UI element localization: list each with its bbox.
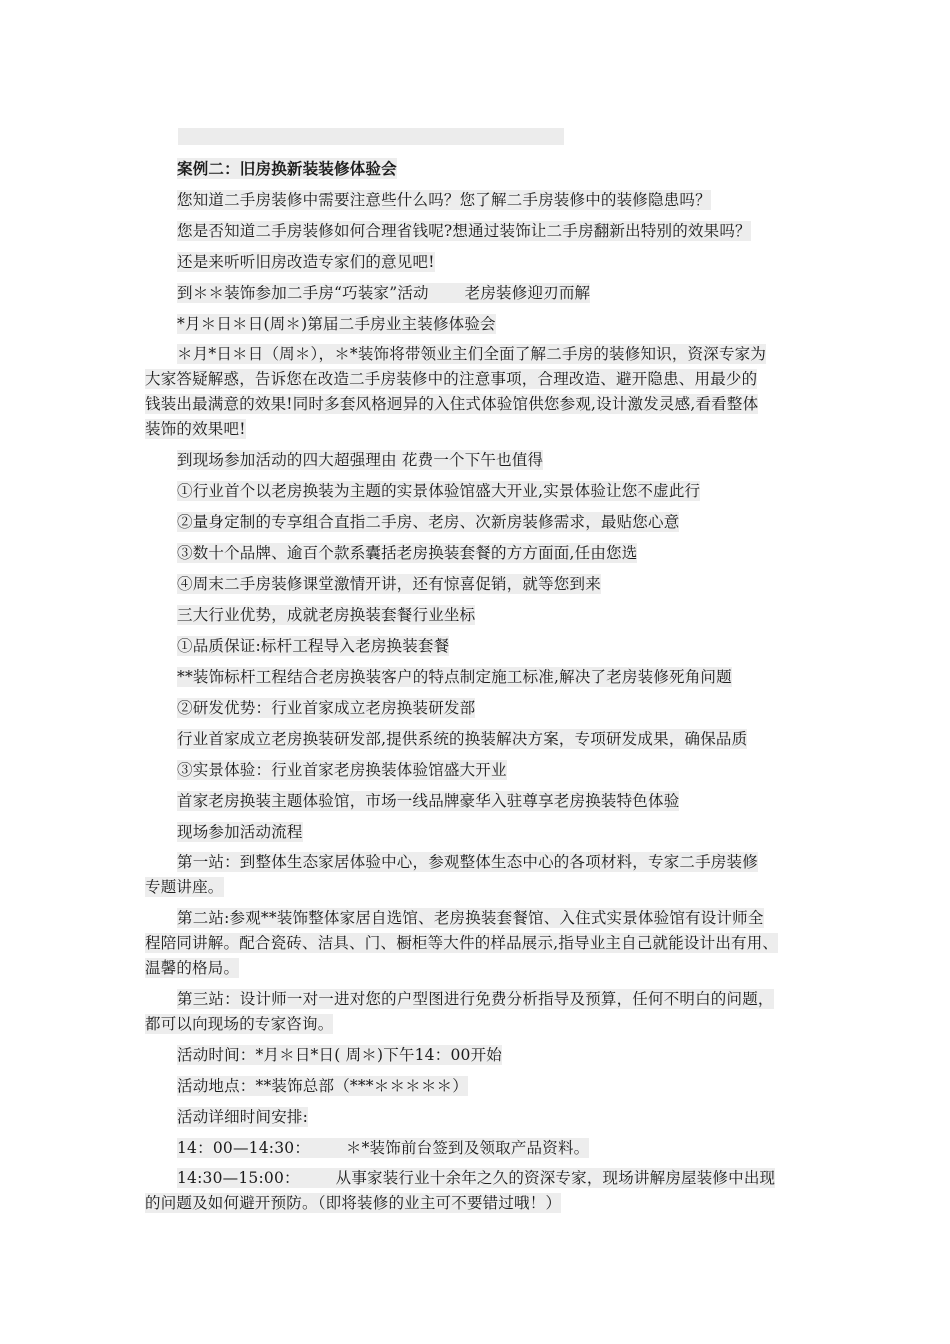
text-line: 到现场参加活动的四大超强理由 花费一个下午也值得 bbox=[177, 451, 544, 469]
text-line: 钱装出最满意的效果!同时多套风格迥异的入住式体验馆供您参观,设计激发灵感,看看整体 bbox=[145, 395, 759, 413]
text-line: 专题讲座。 bbox=[145, 878, 224, 896]
text-line: 您是否知道二手房装修如何合理省钱呢?想通过装饰让二手房翻新出特别的效果吗？ bbox=[177, 222, 751, 240]
list-item: ④周末二手房装修课堂激情开讲，还有惊喜促销，就等您到来 bbox=[177, 575, 601, 593]
text-line: 的问题及如何避开预防。（即将装修的业主可不要错过哦！） bbox=[145, 1194, 562, 1212]
text-line: **装饰标杆工程结合老房换装客户的特点制定施工标准,解决了老房装修死角问题 bbox=[177, 668, 732, 686]
text-line: 大家答疑解惑，告诉您在改造二手房装修中的注意事项，合理改造、避开隐患、用最少的 bbox=[145, 370, 758, 388]
text-line: 到＊＊装饰参加二手房“巧装家”活动 老房装修迎刃而解 bbox=[177, 284, 591, 302]
section-heading: 现场参加活动流程 bbox=[177, 823, 303, 841]
text-line: *月＊日＊日(周＊)第届二手房业主装修体验会 bbox=[177, 315, 496, 333]
list-item: ①行业首个以老房换装为主题的实景体验馆盛大开业,实景体验让您不虚此行 bbox=[177, 482, 701, 500]
doc-title: 案例二：旧房换新装装修体验会 bbox=[177, 159, 397, 178]
top-highlight-bar bbox=[178, 128, 564, 145]
text-line: 温馨的格局。 bbox=[145, 959, 240, 977]
text-line: 首家老房换装主题体验馆，市场一线品牌豪华入驻尊享老房换装特色体验 bbox=[177, 792, 680, 810]
list-item: ③实景体验：行业首家老房换装体验馆盛大开业 bbox=[177, 761, 507, 779]
text-line: 活动详细时间安排: bbox=[177, 1108, 309, 1126]
text-line: 三大行业优势，成就老房换装套餐行业坐标 bbox=[177, 606, 476, 624]
text-line: 还是来听听旧房改造专家们的意见吧! bbox=[177, 253, 435, 271]
text-line: 行业首家成立老房换装研发部,提供系统的换装解决方案，专项研发成果，确保品质 bbox=[177, 730, 748, 748]
list-item: ②量身定制的专享组合直指二手房、老房、次新房装修需求，最贴您心意 bbox=[177, 513, 680, 531]
schedule-item: 14：00—14:30： ＊*装饰前台签到及领取产品资料。 bbox=[177, 1139, 590, 1157]
text-line: 都可以向现场的专家咨询。 bbox=[145, 1015, 334, 1033]
text-line: 活动地点：**装饰总部（***＊＊＊＊＊） bbox=[177, 1077, 468, 1095]
text-line: 程陪同讲解。配合瓷砖、洁具、门、橱柜等大件的样品展示,指导业主自己就能设计出有用、 bbox=[145, 934, 779, 952]
text-line: 活动时间：*月＊日*日( 周＊)下午14：00开始 bbox=[177, 1046, 502, 1064]
text-line: 第二站:参观**装饰整体家居自选馆、老房换装套餐馆、入住式实景体验馆有设计师全 bbox=[177, 909, 764, 927]
text-line: 装饰的效果吧! bbox=[145, 420, 246, 438]
text-line: ＊月*日＊日（周＊），＊*装饰将带领业主们全面了解二手房的装修知识，资深专家为 bbox=[177, 345, 767, 363]
text-line: 第三站：设计师一对一进对您的户型图进行免费分析指导及预算，任何不明白的问题， bbox=[177, 990, 774, 1008]
text-line: 第一站：到整体生态家居体验中心，参观整体生态中心的各项材料，专家二手房装修 bbox=[177, 853, 758, 871]
list-item: ②研发优势：行业首家成立老房换装研发部 bbox=[177, 699, 476, 717]
schedule-item: 14:30—15:00： 从事家装行业十余年之久的资深专家，现场讲解房屋装修中出现 bbox=[177, 1169, 776, 1187]
text-line: 您知道二手房装修中需要注意些什么吗？您了解二手房装修中的装修隐患吗？ bbox=[177, 191, 711, 209]
list-item: ①品质保证:标杆工程导入老房换装套餐 bbox=[177, 637, 450, 655]
list-item: ③数十个品牌、逾百个款系囊括老房换装套餐的方方面面,任由您选 bbox=[177, 544, 638, 562]
